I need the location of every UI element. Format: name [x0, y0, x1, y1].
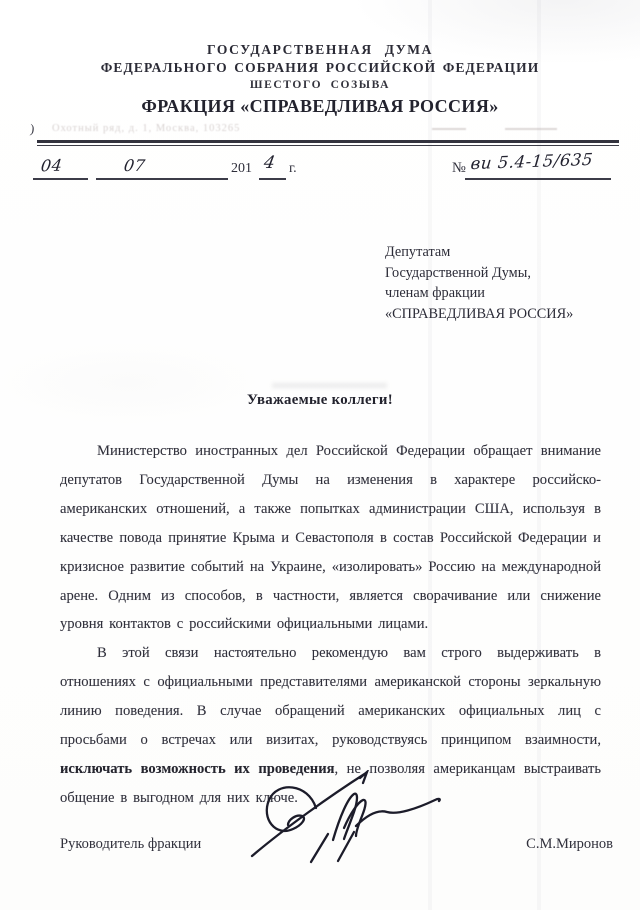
date-month-underline: [96, 178, 228, 180]
letterhead-faction-title: ФРАКЦИЯ «СПРАВЕДЛИВАЯ РОССИЯ»: [141, 96, 499, 116]
signer-position-title: Руководитель фракции: [60, 836, 202, 852]
letterhead-org-line-3: ШЕСТОГО СОЗЫВА: [249, 79, 391, 91]
date-year-suffix: г.: [289, 161, 297, 176]
addressee-line: членам фракции: [385, 285, 485, 301]
scan-artifact-mark: ): [29, 120, 36, 137]
letterhead-faint-address: Охотный ряд, д. 1, Москва, 103265: [52, 123, 241, 134]
letter-body: [60, 437, 601, 813]
letterhead-divider-thin: [37, 145, 619, 146]
addressee-block: [385, 242, 573, 324]
date-day-handwritten: 04: [39, 155, 64, 176]
body-paragraph-1: Министерство иностранных дел Российской Федерации обращает внимание депутатов Государственной Думы на изменения в характере российско-американских отношений, а также попытках администрации США, используя в качестве повода принятие Крыма и Севастополя в состав Российской Федерации и кризисное развитие событий на Украине, «изолировать» Россию на международной арене. Одним из способов, в частности, является сворачивание или снижение уровня контактов с российскими официальными лицами.: [60, 443, 601, 633]
reference-number-underline: [465, 178, 611, 180]
signature-handwriting: [230, 770, 445, 865]
date-day-underline: [33, 178, 88, 180]
body-paragraph-2-text: В этой связи настоятельно рекомендую вам строго выдерживать в отношениях с официальными представителями американской стороны зеркальную линию поведения. В случае обращений американских официальных лиц с просьбами о встречах или визитах, руководствуясь принципом взаимности,: [60, 645, 601, 749]
signer-name: С.М.Миронов: [526, 836, 613, 852]
scan-artifact-smudge: [505, 128, 557, 130]
letterhead-org-line-1: ГОСУДАРСТВЕННАЯ ДУМА: [207, 42, 433, 57]
reference-number-handwritten: ви 5.4-15/635: [469, 149, 594, 174]
date-year-printed: 201: [231, 161, 252, 176]
date-year-handwritten: 4: [262, 153, 278, 173]
letterhead-divider-thick: [37, 140, 619, 143]
addressee-line: Государственной Думы,: [385, 264, 531, 281]
date-month-handwritten: 07: [122, 156, 147, 175]
letterhead-org-line-2: ФЕДЕРАЛЬНОГО СОБРАНИЯ РОССИЙСКОЙ ФЕДЕРАЦИИ: [100, 60, 540, 75]
salutation: Уважаемые коллеги!: [247, 392, 393, 408]
reference-number-sign: №: [452, 160, 466, 176]
addressee-line: «СПРАВЕДЛИВАЯ РОССИЯ»: [385, 305, 574, 322]
body-paragraph-2-text: , не позволяя американцам выстраивать общение в выгодном для них ключе.: [60, 760, 601, 806]
scan-artifact-smudge: [432, 128, 466, 130]
scan-artifact-smudge: [272, 383, 387, 388]
date-year-underline: [259, 178, 286, 180]
body-paragraph-2-bold: исключать возможность их проведения: [60, 760, 335, 777]
addressee-line: Депутатам: [385, 244, 451, 260]
